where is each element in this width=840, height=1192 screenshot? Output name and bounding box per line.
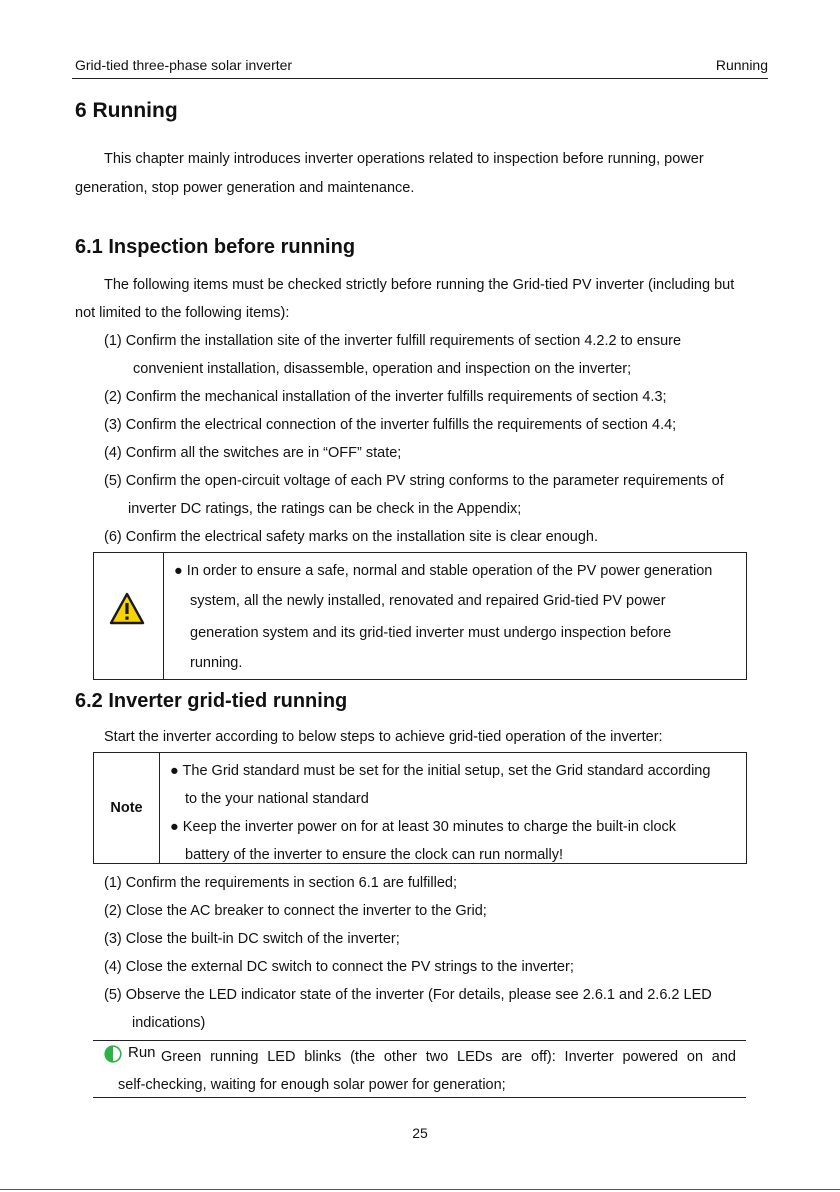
inspection-item-5-cont: inverter DC ratings, the ratings can be check in the Appendix; (128, 501, 522, 517)
running-step-1: (1) Confirm the requirements in section 6.1 are fulfilled; (104, 875, 457, 891)
running-step-2: (2) Close the AC breaker to connect the inverter to the Grid; (104, 903, 487, 919)
warning-text-line-1: ● In order to ensure a safe, normal and stable operation of the PV power generation (174, 563, 713, 579)
section-6-1-intro-line-1: The following items must be checked strictly before running the Grid-tied PV inverter (including but (104, 277, 735, 293)
inspection-item-6: (6) Confirm the electrical safety marks on the installation site is clear enough. (104, 529, 599, 545)
inspection-item-2: (2) Confirm the mechanical installation of the inverter fulfills requirements of section 4.3; (104, 389, 667, 405)
warning-text-line-2: system, all the newly installed, renovated and repaired Grid-tied PV power (190, 593, 666, 609)
section-6-1-title: 6.1 Inspection before running (75, 236, 356, 258)
led-table-top-rule (93, 1040, 746, 1041)
header-divider (72, 78, 768, 79)
run-led-label: Run (128, 1044, 156, 1061)
section-6-1-intro-line-2: not limited to the following items): (75, 305, 290, 321)
chapter-title: 6 Running (75, 99, 178, 122)
note-box-divider (159, 753, 160, 863)
warning-triangle-icon (109, 592, 145, 626)
warning-box (93, 552, 747, 680)
note-text-line-1: ● The Grid standard must be set for the initial setup, set the Grid standard according (170, 763, 711, 779)
warning-box-divider (163, 553, 164, 679)
running-step-5: (5) Observe the LED indicator state of the inverter (For details, please see 2.6.1 and 2.6.2 LED (104, 987, 712, 1003)
running-step-4: (4) Close the external DC switch to connect the PV strings to the inverter; (104, 959, 574, 975)
running-header-section: Running (715, 57, 768, 73)
section-6-2-title: 6.2 Inverter grid-tied running (75, 690, 348, 712)
note-text-line-4: battery of the inverter to ensure the clock can run normally! (185, 847, 563, 863)
inspection-item-5: (5) Confirm the open-circuit voltage of each PV string conforms to the parameter requirements of (104, 473, 724, 489)
page-number: 25 (412, 1125, 428, 1141)
run-led-description-line-2: self-checking, waiting for enough solar power for generation; (118, 1077, 506, 1093)
led-table-bottom-rule (93, 1097, 746, 1098)
note-text-line-3: ● Keep the inverter power on for at least 30 minutes to charge the built-in clock (170, 819, 677, 835)
warning-text-line-3: generation system and its grid-tied inverter must undergo inspection before (190, 625, 672, 641)
chapter-intro-line-2: generation, stop power generation and maintenance. (75, 180, 415, 196)
note-box (93, 752, 747, 864)
inspection-item-4: (4) Confirm all the switches are in “OFF” state; (104, 445, 402, 461)
running-header-title: Grid-tied three-phase solar inverter (75, 57, 293, 73)
inspection-item-1-cont: convenient installation, disassemble, operation and inspection on the inverter; (133, 361, 632, 377)
running-step-5-cont: indications) (132, 1015, 206, 1031)
inspection-item-1: (1) Confirm the installation site of the inverter fulfill requirements of section 4.2.2 to ensure (104, 333, 682, 349)
note-label: Note (110, 800, 143, 816)
section-6-2-intro: Start the inverter according to below steps to achieve grid-tied operation of the inverter: (104, 729, 663, 745)
note-text-line-2: to the your national standard (185, 791, 369, 807)
warning-text-line-4: running. (190, 655, 243, 671)
run-led-half-icon (104, 1045, 122, 1063)
chapter-intro-line-1: This chapter mainly introduces inverter operations related to inspection before running, power (104, 151, 704, 167)
running-step-3: (3) Close the built-in DC switch of the inverter; (104, 931, 400, 947)
page-bottom-edge (0, 1189, 840, 1190)
run-led-description-line-1: Green running LED blinks (the other two LEDs are off): Inverter powered on and (161, 1049, 736, 1065)
inspection-item-3: (3) Confirm the electrical connection of the inverter fulfills the requirements of section 4.4; (104, 417, 677, 433)
